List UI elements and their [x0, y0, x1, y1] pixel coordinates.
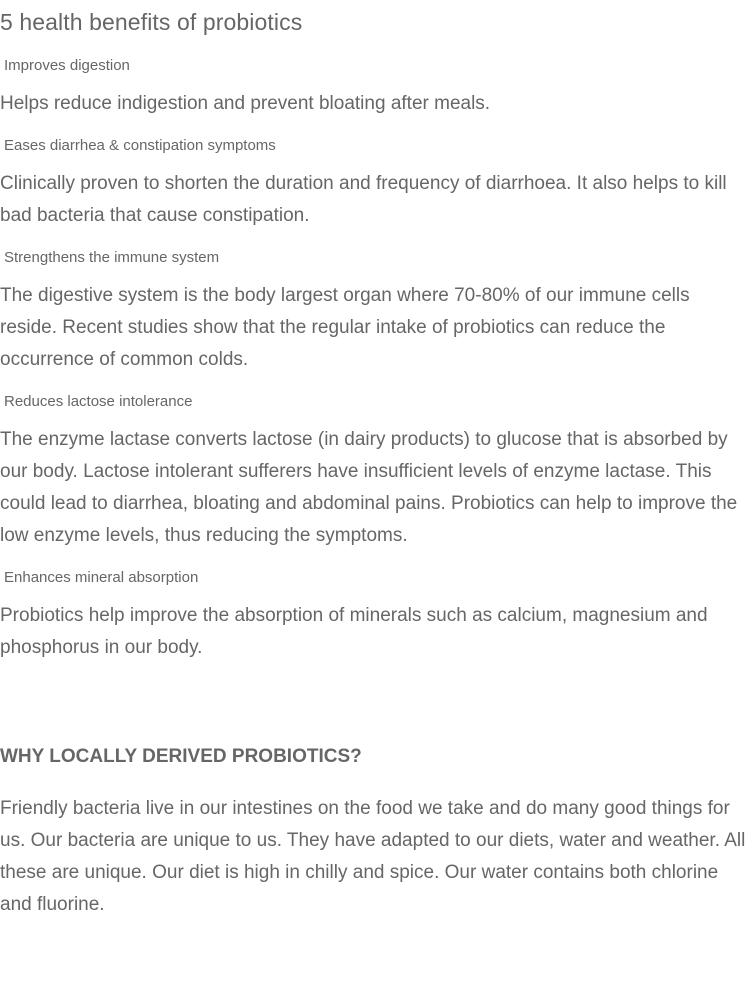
benefit-title: Strengthens the immune system: [4, 249, 220, 266]
benefit-item: [0, 136, 750, 232]
benefit-text: The digestive system is the body largest organ where 70-80% of our immune cells reside. Recent studies show that the regular intake of probiotics can reduce the occurrence of common colds.: [0, 285, 690, 370]
benefit-title: Reduces lactose intolerance: [4, 393, 193, 410]
benefit-title: Improves digestion: [4, 57, 130, 74]
benefit-title: Enhances mineral absorption: [4, 569, 199, 586]
benefit-item: [0, 248, 750, 376]
benefit-text: Clinically proven to shorten the duration and frequency of diarrhoea. It also helps to kill bad bacteria that cause constipation.: [0, 173, 727, 226]
benefit-text: Helps reduce indigestion and prevent bloating after meals.: [0, 93, 491, 114]
page-title: 5 health benefits of probiotics: [0, 9, 303, 35]
benefit-text: The enzyme lactase converts lactose (in dairy products) to glucose that is absorbed by our body. Lactose intolerant sufferers have insufficient levels of enzyme lactase. This could lead to diarrhea, bloating and abdominal pains. Probiotics can help to improve the low enzyme levels, thus reducing the symptoms.: [0, 429, 738, 546]
benefit-item: [0, 568, 750, 664]
benefit-item: [0, 392, 750, 552]
section-text: Friendly bacteria live in our intestines on the food we take and do many good things for us. Our bacteria are unique to us. They have adapted to our diets, water and weather. All these are unique. Our diet is high in chilly and spice. Our water contains both chlorine and fluorine.: [0, 798, 746, 915]
benefit-title: Eases diarrhea & constipation symptoms: [4, 137, 276, 154]
benefit-item: [0, 56, 750, 120]
section-heading: WHY LOCALLY DERIVED PROBIOTICS?: [0, 746, 362, 767]
benefit-text: Probiotics help improve the absorption of minerals such as calcium, magnesium and phosphorus in our body.: [0, 605, 708, 658]
